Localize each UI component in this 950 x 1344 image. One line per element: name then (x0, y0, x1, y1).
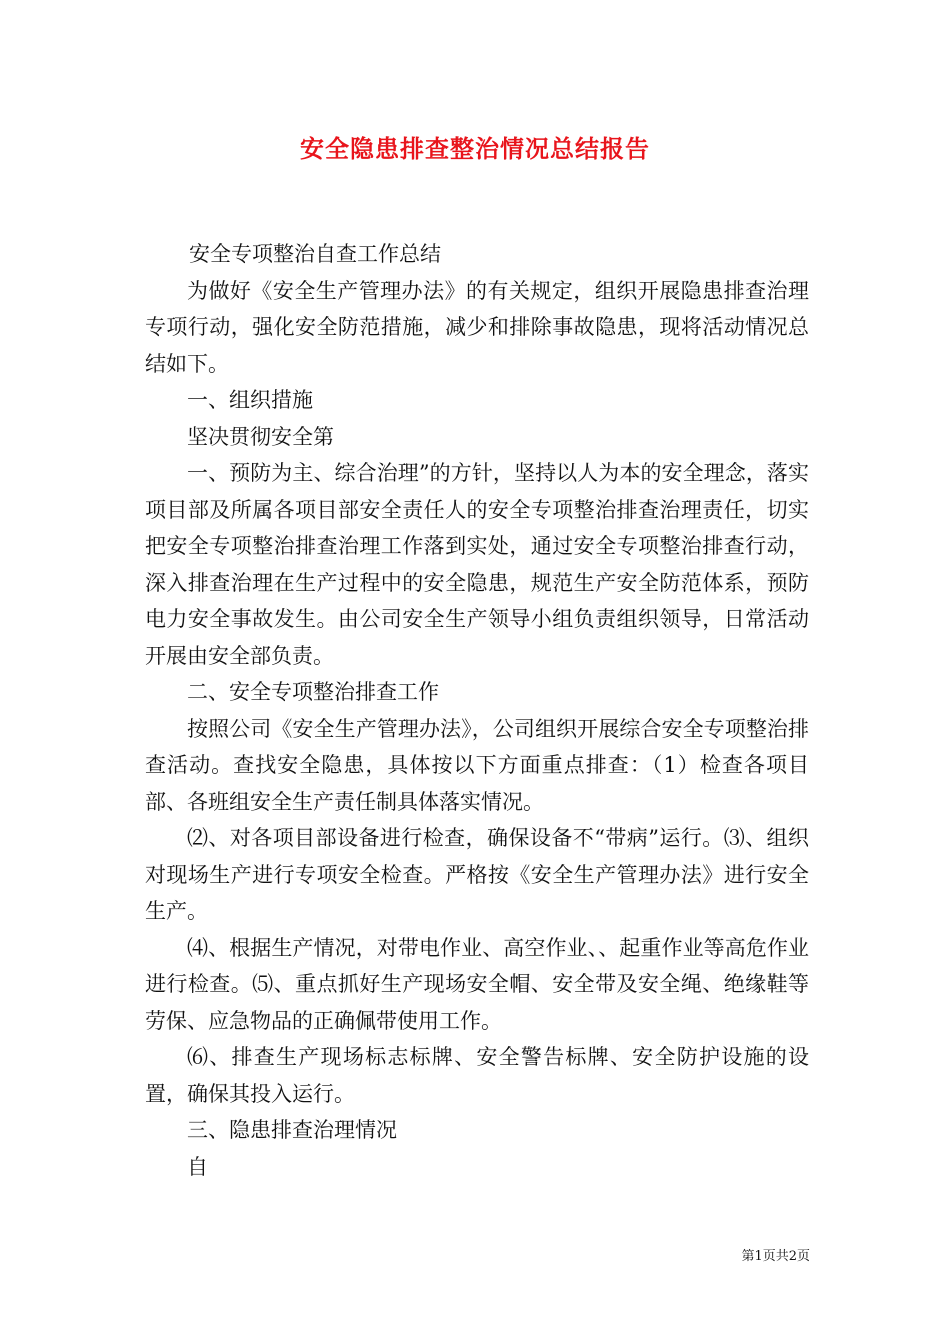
document-title: 安全隐患排查整治情况总结报告 (300, 134, 650, 163)
document-body (145, 236, 809, 1185)
paragraph: 坚决贯彻安全第 (187, 424, 334, 449)
section-heading-3: 三、隐患排查治理情况 (187, 1118, 397, 1142)
page-number: 第1页共2页 (741, 1249, 810, 1264)
paragraph: 一、预防为主、综合治理”的方针，坚持以人为本的安全理念，落实项目部及所属各项目部安全责任人的安全专项整治排查治理责任，切实把安全专项整治排查治理工作落到实处，通过安全专项整治排查行动，深入排查治理在生产过程中的安全隐患，规范生产安全防范体系，预防电力安全事故发生。由公司安全生产领导小组负责组织领导，日常活动开展由安全部负责。 (145, 461, 809, 668)
document-subtitle: 安全专项整治自查工作总结 (189, 242, 441, 266)
paragraph-intro: 为做好《安全生产管理办法》的有关规定，组织开展隐患排查治理专项行动，强化安全防范措施，减少和排除事故隐患，现将活动情况总结如下。 (145, 278, 809, 376)
paragraph: ⑷、根据生产情况，对带电作业、高空作业、、起重作业等高危作业进行检查。⑸、重点抓好生产现场安全帽、安全带及安全绳、绝缘鞋等劳保、应急物品的正确佩带使用工作。 (145, 935, 809, 1033)
paragraph: ⑹、排查生产现场标志标牌、安全警告标牌、安全防护设施的设置，确保其投入运行。 (145, 1045, 809, 1106)
paragraph: ⑵、对各项目部设备进行检查，确保设备不“带病”运行。⑶、组织对现场生产进行专项安全检查。严格按《安全生产管理办法》进行安全生产。 (145, 826, 809, 923)
section-heading-1: 一、组织措施 (187, 388, 313, 412)
paragraph: 自 (187, 1154, 208, 1179)
paragraph: 按照公司《安全生产管理办法》，公司组织开展综合安全专项整治排查活动。查找安全隐患，具体按以下方面重点排查：（1）检查各项目部、各班组安全生产责任制具体落实情况。 (145, 716, 809, 814)
section-heading-2: 二、安全专项整治排查工作 (187, 680, 439, 704)
